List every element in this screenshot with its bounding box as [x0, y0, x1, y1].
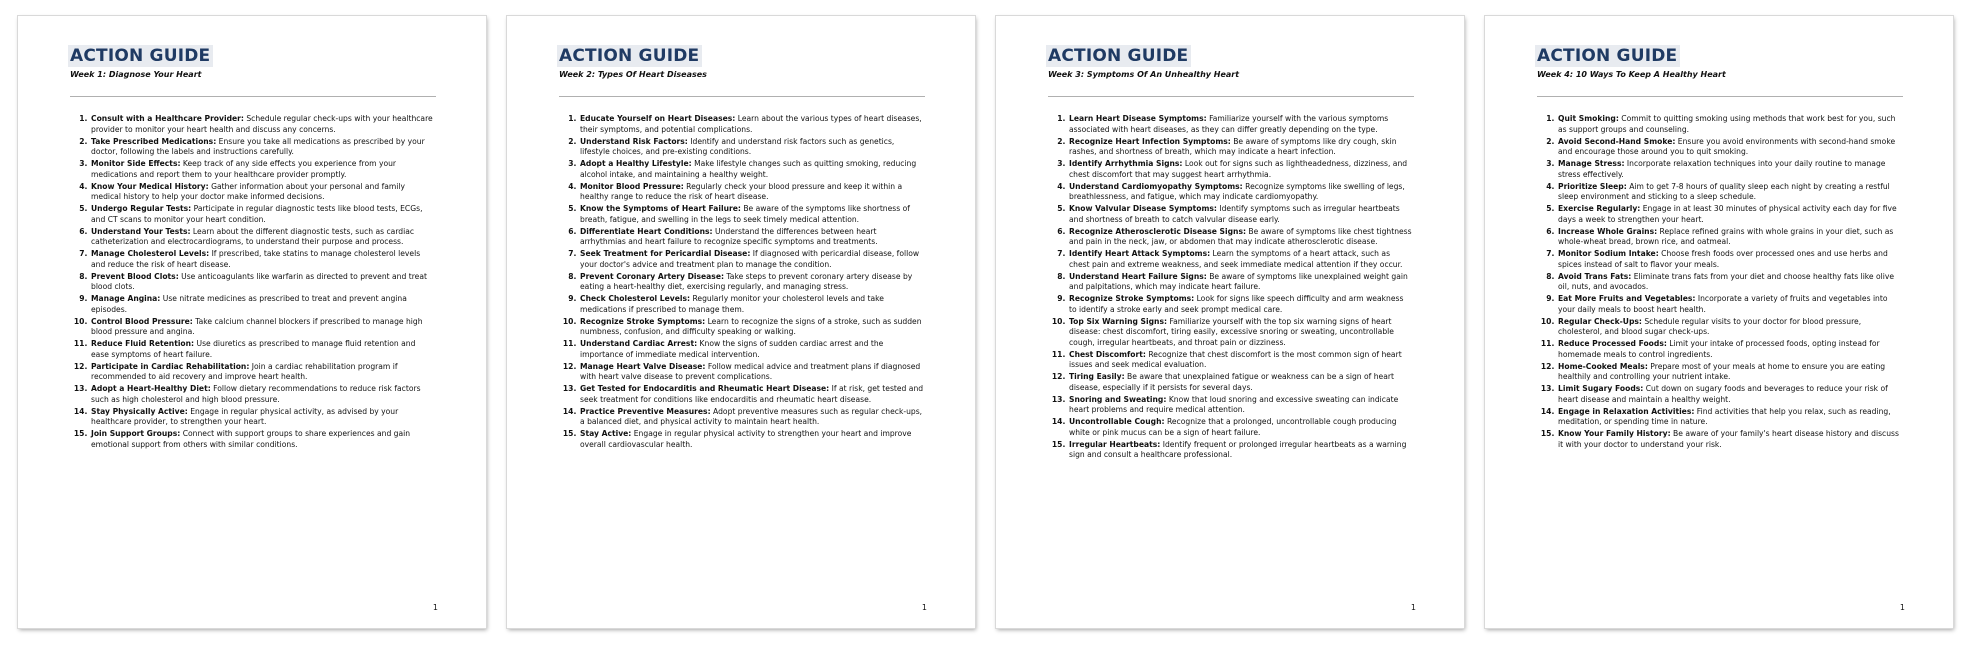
list-item: [579, 182, 924, 203]
list-item-text: Look for signs like speech difficulty and arm weakness to identify a stroke early and seek prompt medical care.: [1069, 294, 1404, 314]
list-item: [1557, 407, 1902, 428]
list-item-label: Know Valvular Disease Symptoms:: [1069, 204, 1217, 213]
list-item-label: Eat More Fruits and Vegetables:: [1558, 294, 1696, 303]
page-week-2: [507, 16, 975, 628]
list-item: [1557, 384, 1902, 405]
list-item-text: Aim to get 7-8 hours of quality sleep each night by creating a restful sleep environment and sticking to a sleep schedule.: [1558, 181, 1890, 201]
list-item-text: Use nitrate medicines as prescribed to treat and prevent angina episodes.: [91, 294, 407, 314]
list-item-text: Find activities that help you relax, such as reading, meditation, or spending time in nature.: [1558, 406, 1891, 426]
list-item: [1068, 395, 1413, 416]
list-item-text: Look out for signs such as lightheadedness, dizziness, and chest discomfort that may suggest heart arrhythmia.: [1069, 159, 1408, 179]
list-item-text: Commit to quitting smoking using methods that work best for you, such as support groups and counseling.: [1558, 114, 1896, 134]
list-item-text: Choose fresh foods over processed ones and use herbs and spices instead of salt to flavor your meals.: [1558, 249, 1888, 269]
list-item-text: Keep track of any side effects you experience from your medications and report them to your healthcare provider promptly.: [91, 159, 397, 179]
list-item-text: Be aware of your family's heart disease history and discuss it with your doctor to understand your risk.: [1558, 429, 1899, 449]
page-title: ACTION GUIDE: [68, 45, 213, 67]
list-item-text: Be aware of symptoms like unexplained weight gain and palpitations, which may indicate heart failure.: [1069, 271, 1408, 291]
list-item: [90, 384, 435, 405]
list-item: [90, 362, 435, 383]
list-item-label: Snoring and Sweating:: [1069, 394, 1167, 404]
list-item-text: Be aware that unexplained fatigue or weakness can be a sign of heart disease, especially if it persists for several days.: [1069, 372, 1394, 392]
page-week-4: [1485, 16, 1953, 628]
list-item-text: Ensure you avoid environments with second-hand smoke and encourage those around you to quit smoking.: [1558, 136, 1896, 156]
list-item-text: Incorporate relaxation techniques into your daily routine to manage stress effectively.: [1558, 159, 1886, 179]
list-item: [90, 182, 435, 203]
list-item: [579, 339, 924, 360]
list-item: [579, 317, 924, 338]
list-item: [90, 249, 435, 270]
list-item-label: Engage in Relaxation Activities:: [1558, 406, 1695, 416]
list-item-text: Familiarize yourself with the various symptoms associated with heart diseases, as they can differ greatly depending on the type.: [1069, 114, 1389, 134]
list-item: [1557, 204, 1902, 225]
list-item-text: Learn about the different diagnostic tests, such as cardiac catheterization and electrocardiograms, to understand their purpose and process.: [91, 226, 415, 246]
list-item-text: If at risk, get tested and seek treatment for conditions like endocarditis and rheumatic heart disease.: [580, 384, 924, 404]
list-item-label: Identify Arrhythmia Signs:: [1069, 159, 1183, 168]
list-item-label: Identify Heart Attack Symptoms:: [1069, 249, 1211, 258]
list-item-label: Understand Cardiac Arrest:: [580, 339, 698, 348]
list-item-text: If prescribed, take statins to manage cholesterol levels and reduce the risk of heart disease.: [91, 249, 421, 269]
list-item-text: Recognize that a prolonged, uncontrollable cough producing white or pink mucus can be a sign of heart failure.: [1069, 417, 1397, 437]
list-item-text: Connect with support groups to share experiences and gain emotional support from others with similar conditions.: [91, 429, 411, 449]
list-item: [1068, 272, 1413, 293]
list-item-label: Participate in Cardiac Rehabilitation:: [91, 361, 250, 371]
list-item-text: Learn to recognize the signs of a stroke, such as sudden numbness, confusion, and difficulty speaking or walking.: [580, 316, 922, 336]
list-item: [90, 272, 435, 293]
action-list: [559, 114, 924, 450]
list-item-text: Recognize symptoms like swelling of legs, breathlessness, and fatigue, which may indicate cardiomyopathy.: [1069, 181, 1405, 201]
list-item-label: Understand Your Tests:: [91, 226, 191, 236]
list-item-text: Understand the differences between heart arrhythmias and heart failure to recognize specific symptoms and treatments.: [580, 226, 878, 246]
list-item-text: Follow dietary recommendations to reduce risk factors such as high cholesterol and high blood pressure.: [91, 384, 421, 404]
list-item-text: Take calcium channel blockers if prescribed to manage high blood pressure and angina.: [91, 316, 423, 336]
page-content: [1048, 45, 1416, 462]
list-item-label: Manage Cholesterol Levels:: [91, 249, 210, 258]
page-subtitle: Week 2: Types Of Heart Diseases: [559, 70, 707, 79]
list-item: [90, 339, 435, 360]
list-item-label: Know the Symptoms of Heart Failure:: [580, 204, 741, 213]
list-item-text: Cut down on sugary foods and beverages to reduce your risk of heart disease and maintain a healthy weight.: [1558, 384, 1888, 404]
list-item: [1557, 362, 1902, 383]
list-item-label: Home-Cooked Meals:: [1558, 361, 1648, 371]
list-item-text: Participate in regular diagnostic tests like blood tests, ECGs, and CT scans to monitor your heart condition.: [91, 204, 423, 224]
list-item: [1068, 417, 1413, 438]
list-item: [1557, 159, 1902, 180]
list-item-label: Irregular Heartbeats:: [1069, 439, 1161, 449]
list-item-label: Differentiate Heart Conditions:: [580, 226, 713, 236]
list-item-text: Take steps to prevent coronary artery disease by eating a heart-healthy diet, exercising regularly, and managing stress.: [580, 271, 913, 291]
page-number: 1: [432, 603, 438, 612]
list-item: [1068, 372, 1413, 393]
list-item: [579, 114, 924, 135]
list-item: [1557, 182, 1902, 203]
list-item: [90, 429, 435, 450]
list-item: [579, 159, 924, 180]
list-item-label: Understand Risk Factors:: [580, 136, 688, 146]
list-item-label: Adopt a Heart-Healthy Diet:: [91, 384, 211, 393]
list-item-text: Recognize that chest discomfort is the most common sign of heart issues and seek medical evaluation.: [1069, 349, 1402, 369]
action-list: [70, 114, 435, 450]
list-item-label: Control Blood Pressure:: [91, 316, 193, 326]
list-item: [1068, 159, 1413, 180]
list-item-text: Replace refined grains with whole grains in your diet, such as whole-wheat bread, brown rice, and oatmeal.: [1558, 226, 1894, 246]
list-item: [1557, 137, 1902, 158]
list-item-text: Prepare most of your meals at home to ensure you are eating healthily and controlling your nutrient intake.: [1558, 361, 1886, 381]
page-content: [559, 45, 927, 452]
page-week-1: [18, 16, 486, 628]
list-item: [579, 294, 924, 315]
list-item-label: Consult with a Healthcare Provider:: [91, 114, 244, 123]
list-item-label: Take Prescribed Medications:: [91, 136, 217, 146]
list-item-text: Engage in regular physical activity, as advised by your healthcare provider, to strengthen your heart.: [91, 406, 399, 426]
action-list: [1048, 114, 1413, 461]
list-item: [1557, 114, 1902, 135]
list-item-label: Monitor Side Effects:: [91, 159, 181, 168]
list-item-text: Be aware of the symptoms like shortness of breath, fatigue, and swelling in the legs to seek timely medical attention.: [580, 204, 910, 224]
list-item: [90, 294, 435, 315]
list-item: [1557, 429, 1902, 450]
page-subtitle: Week 4: 10 Ways To Keep A Healthy Heart: [1537, 70, 1726, 79]
list-item: [90, 227, 435, 248]
list-item: [90, 137, 435, 158]
list-item-label: Exercise Regularly:: [1558, 204, 1641, 213]
list-item-label: Recognize Heart Infection Symptoms:: [1069, 136, 1231, 146]
list-item: [1557, 317, 1902, 338]
list-item: [1068, 440, 1413, 461]
list-item-label: Prioritize Sleep:: [1558, 181, 1627, 191]
list-item: [1557, 339, 1902, 360]
list-item-text: Eliminate trans fats from your diet and choose healthy fats like olive oil, nuts, and avocados.: [1558, 271, 1895, 291]
list-item-label: Understand Cardiomyopathy Symptoms:: [1069, 181, 1243, 191]
list-item: [1557, 249, 1902, 270]
list-item-label: Recognize Atherosclerotic Disease Signs:: [1069, 226, 1246, 236]
list-item-text: Identify frequent or prolonged irregular heartbeats as a warning sign and consult a healthcare professional.: [1069, 439, 1407, 459]
list-item-label: Join Support Groups:: [91, 429, 181, 438]
list-item: [90, 204, 435, 225]
page-subtitle: Week 1: Diagnose Your Heart: [70, 70, 202, 79]
list-item-label: Understand Heart Failure Signs:: [1069, 271, 1207, 281]
divider: [1537, 96, 1903, 97]
list-item: [1068, 227, 1413, 248]
list-item-label: Educate Yourself on Heart Diseases:: [580, 114, 736, 123]
list-item-text: Ensure you take all medications as prescribed by your doctor, following the labels and instructions carefully.: [91, 136, 425, 156]
divider: [559, 96, 925, 97]
list-item-label: Reduce Fluid Retention:: [91, 339, 195, 348]
divider: [70, 96, 436, 97]
list-item: [1068, 294, 1413, 315]
list-item-label: Manage Angina:: [91, 294, 161, 303]
list-item: [579, 362, 924, 383]
list-item-label: Learn Heart Disease Symptoms:: [1069, 114, 1207, 123]
list-item-label: Know Your Family History:: [1558, 429, 1671, 438]
list-item-label: Undergo Regular Tests:: [91, 204, 192, 213]
list-item-label: Stay Physically Active:: [91, 406, 188, 416]
list-item: [579, 429, 924, 450]
list-item: [90, 159, 435, 180]
list-item: [579, 227, 924, 248]
list-item-label: Tiring Easily:: [1069, 372, 1125, 381]
list-item: [579, 137, 924, 158]
page-content: [70, 45, 438, 452]
list-item-label: Monitor Blood Pressure:: [580, 181, 684, 191]
list-item: [579, 384, 924, 405]
list-item-label: Stay Active:: [580, 429, 632, 438]
page-number: 1: [1410, 603, 1416, 612]
list-item-text: Gather information about your personal and family medical history to help your doctor make informed decisions.: [91, 181, 406, 201]
list-item-text: Schedule regular visits to your doctor for blood pressure, cholesterol, and blood sugar check-ups.: [1558, 316, 1862, 336]
list-item-text: Regularly check your blood pressure and keep it within a healthy range to reduce the risk of heart disease.: [580, 181, 903, 201]
list-item-text: Schedule regular check-ups with your healthcare provider to monitor your heart health and discuss any concerns.: [91, 114, 433, 134]
page-number: 1: [1899, 603, 1905, 612]
page-title: ACTION GUIDE: [557, 45, 702, 67]
list-item-label: Uncontrollable Cough:: [1069, 417, 1165, 426]
list-item-label: Manage Stress:: [1558, 159, 1625, 168]
list-item-label: Know Your Medical History:: [91, 181, 209, 191]
list-item-text: Know that loud snoring and excessive sweating can indicate heart problems and require medical attention.: [1069, 394, 1399, 414]
list-item: [1068, 350, 1413, 371]
list-item: [1557, 227, 1902, 248]
divider: [1048, 96, 1414, 97]
list-item: [1068, 317, 1413, 349]
list-item-label: Manage Heart Valve Disease:: [580, 361, 706, 371]
list-item-label: Recognize Stroke Symptoms:: [1069, 294, 1195, 303]
list-item-text: Use anticoagulants like warfarin as directed to prevent and treat blood clots.: [91, 271, 427, 291]
list-item-label: Prevent Blood Clots:: [91, 271, 179, 281]
list-item: [90, 407, 435, 428]
list-item-text: Engage in regular physical activity to strengthen your heart and improve overall cardiovascular health.: [580, 429, 912, 449]
list-item-label: Recognize Stroke Symptoms:: [580, 316, 706, 326]
list-item-text: Identify symptoms such as irregular heartbeats and shortness of breath to catch valvular disease early.: [1069, 204, 1400, 224]
list-item-text: Use diuretics as prescribed to manage fluid retention and ease symptoms of heart failure.: [91, 339, 416, 359]
list-item-text: Be aware of symptoms like chest tightness and pain in the neck, jaw, or abdomen that may indicate atherosclerotic disease.: [1069, 226, 1412, 246]
list-item-label: Avoid Second-Hand Smoke:: [1558, 136, 1676, 146]
list-item-text: Familiarize yourself with the top six warning signs of heart disease: chest discomfort, tiring easily, excessive snoring or sweating, uncontrollable cough, irregular heartbeats, and throat pain or dizziness.: [1069, 316, 1394, 347]
list-item-text: Follow medical advice and treatment plans if diagnosed with heart valve disease to prevent complications.: [580, 361, 921, 381]
list-item-text: Learn the symptoms of a heart attack, such as chest pain and extreme weakness, and seek immediate medical attention if they occur.: [1069, 249, 1403, 269]
list-item-label: Seek Treatment for Pericardial Disease:: [580, 249, 751, 258]
list-item-text: Make lifestyle changes such as quitting smoking, reducing alcohol intake, and maintaining a healthy weight.: [580, 159, 917, 179]
list-item-text: If diagnosed with pericardial disease, follow your doctor's advice and treatment plan to manage the condition.: [580, 249, 920, 269]
list-item-text: Identify and understand risk factors such as genetics, lifestyle choices, and pre-existing conditions.: [580, 136, 895, 156]
list-item: [1557, 294, 1902, 315]
list-item-text: Regularly monitor your cholesterol levels and take medications if prescribed to manage them.: [580, 294, 884, 314]
list-item-label: Reduce Processed Foods:: [1558, 339, 1667, 348]
list-item-label: Limit Sugary Foods:: [1558, 384, 1644, 393]
page-content: [1537, 45, 1905, 452]
list-item-label: Check Cholesterol Levels:: [580, 294, 691, 303]
list-item-text: Limit your intake of processed foods, opting instead for homemade meals to control ingredients.: [1558, 339, 1880, 359]
list-item: [579, 407, 924, 428]
list-item-label: Monitor Sodium Intake:: [1558, 249, 1659, 258]
list-item-text: Engage in at least 30 minutes of physical activity each day for five days a week to strengthen your heart.: [1558, 204, 1897, 224]
list-item: [90, 114, 435, 135]
list-item-text: Be aware of symptoms like dry cough, skin rashes, and shortness of breath, which may indicate a heart infection.: [1069, 136, 1397, 156]
list-item: [90, 317, 435, 338]
list-item: [1068, 249, 1413, 270]
list-item: [579, 249, 924, 270]
list-item-label: Avoid Trans Fats:: [1558, 271, 1632, 281]
list-item-text: Incorporate a variety of fruits and vegetables into your daily meals to boost heart health.: [1558, 294, 1888, 314]
list-item: [1068, 182, 1413, 203]
list-item-label: Top Six Warning Signs:: [1069, 316, 1168, 326]
page-week-3: [996, 16, 1464, 628]
list-item-label: Quit Smoking:: [1558, 114, 1619, 123]
list-item-label: Get Tested for Endocarditis and Rheumatic Heart Disease:: [580, 384, 830, 393]
list-item-label: Regular Check-Ups:: [1558, 316, 1642, 326]
list-item-text: Adopt preventive measures such as regular check-ups, a balanced diet, and physical activity to maintain heart health.: [580, 406, 923, 426]
list-item: [579, 204, 924, 225]
list-item-text: Know the signs of sudden cardiac arrest and the importance of immediate medical intervention.: [580, 339, 884, 359]
list-item: [1068, 204, 1413, 225]
list-item: [579, 272, 924, 293]
list-item-label: Prevent Coronary Artery Disease:: [580, 271, 725, 281]
list-item-text: Learn about the various types of heart diseases, their symptoms, and potential complications.: [580, 114, 922, 134]
list-item-label: Chest Discomfort:: [1069, 349, 1146, 359]
page-number: 1: [921, 603, 927, 612]
action-list: [1537, 114, 1902, 450]
page-title: ACTION GUIDE: [1046, 45, 1191, 67]
list-item-label: Adopt a Healthy Lifestyle:: [580, 159, 692, 168]
list-item-label: Practice Preventive Measures:: [580, 406, 711, 416]
page-subtitle: Week 3: Symptoms Of An Unhealthy Heart: [1048, 70, 1240, 79]
list-item: [1068, 137, 1413, 158]
list-item-text: Join a cardiac rehabilitation program if recommended to aid recovery and improve heart health.: [91, 361, 398, 381]
list-item: [1068, 114, 1413, 135]
page-title: ACTION GUIDE: [1535, 45, 1680, 67]
list-item-label: Increase Whole Grains:: [1558, 226, 1658, 236]
list-item: [1557, 272, 1902, 293]
